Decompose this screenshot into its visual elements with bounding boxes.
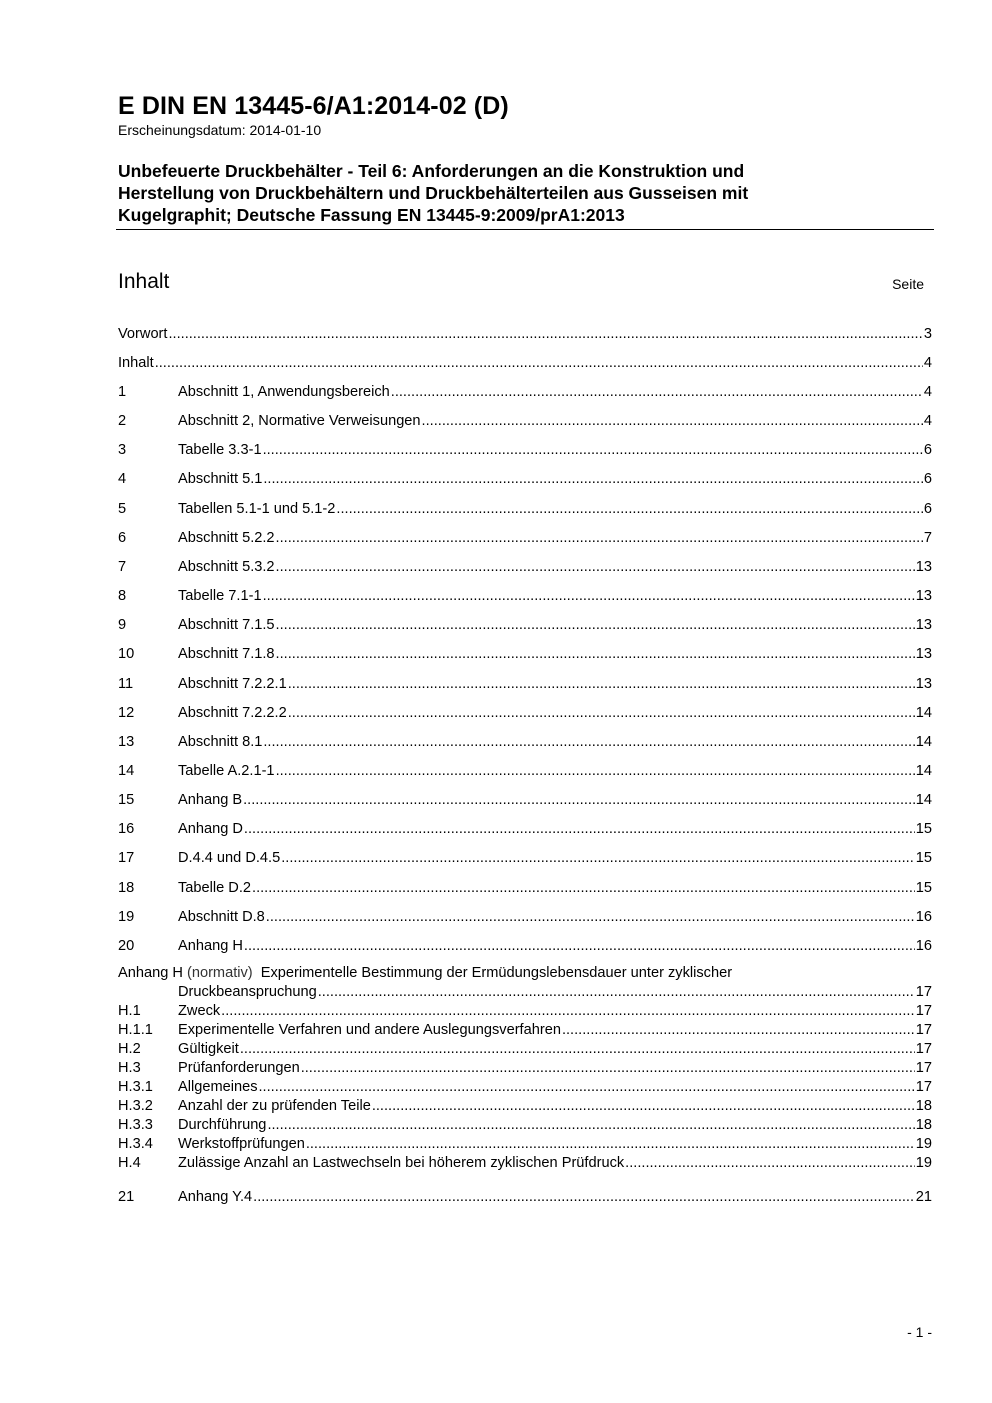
- toc-entry-title: Durchführung: [178, 1117, 267, 1133]
- toc-dot-leader: [288, 675, 915, 693]
- toc-dot-leader: [244, 937, 915, 955]
- toc-entry-title: Abschnitt 5.1: [178, 471, 263, 488]
- subtitle-line: Herstellung von Druckbehältern und Druckbehälterteilen aus Gusseisen mit: [118, 183, 749, 203]
- toc-entry-title: Experimentelle Verfahren und andere Auslegungsverfahren: [178, 1022, 561, 1038]
- annex-h-heading-cont[interactable]: [118, 983, 932, 1002]
- subtitle-divider: [116, 229, 934, 230]
- toc-dot-leader: [625, 1154, 915, 1173]
- toc-entry-title: Tabelle 3.3-1: [178, 442, 262, 459]
- toc-entry-number: H.1: [118, 1003, 141, 1019]
- toc-dot-leader: [318, 983, 915, 1002]
- document-subtitle: [118, 160, 934, 226]
- toc-entry-number: 16: [118, 821, 135, 838]
- toc-heading: Inhalt: [118, 270, 170, 293]
- toc-entry-page: 13: [915, 675, 932, 692]
- toc-entry-page: 14: [915, 733, 932, 750]
- toc-dot-leader: [259, 1078, 915, 1097]
- toc-dot-leader: [301, 1059, 915, 1078]
- toc-dot-leader: [253, 1188, 915, 1206]
- toc-dot-leader: [252, 879, 915, 897]
- toc-subentry-h-2[interactable]: [118, 1040, 932, 1059]
- toc-entry-page: 16: [915, 937, 932, 954]
- toc-entry-number: 17: [118, 850, 135, 867]
- toc-entry-page: 4: [923, 413, 932, 430]
- toc-entry-page: 13: [915, 588, 932, 605]
- toc-entry-page: 6: [923, 442, 932, 459]
- toc-entry-16[interactable]: [118, 820, 932, 838]
- toc-dot-leader: [168, 325, 922, 343]
- toc-entry-number: 4: [118, 471, 127, 488]
- annex-title-line2: Druckbeanspruchung: [178, 984, 317, 1000]
- toc-subentry-h-3-4[interactable]: [118, 1135, 932, 1154]
- toc-dot-leader: [221, 1002, 915, 1021]
- toc-entry-title: D.4.4 und D.4.5: [178, 850, 281, 867]
- toc-entry-page: 4: [923, 384, 932, 400]
- toc-entry-title: Anhang Y.4: [178, 1189, 253, 1205]
- toc-entry-number: 1: [118, 384, 127, 400]
- publication-date: Erscheinungsdatum: 2014-01-10: [118, 122, 322, 138]
- toc-entry-page: 13: [915, 646, 932, 663]
- toc-dot-leader: [372, 1097, 915, 1116]
- toc-entry-page: 4: [923, 355, 932, 371]
- toc-entry-page: 13: [915, 617, 932, 634]
- toc-entry-title: Werkstoffprüfungen: [178, 1136, 305, 1152]
- toc-entry-12[interactable]: [118, 704, 932, 722]
- toc-entry-title: Anzahl der zu prüfenden Teile: [178, 1098, 371, 1114]
- toc-entry-3[interactable]: [118, 441, 932, 459]
- toc-entry-2[interactable]: [118, 412, 932, 430]
- toc-entry-number: 15: [118, 792, 135, 809]
- subtitle-line: Kugelgraphit; Deutsche Fassung EN 13445-9:2009/prA1:2013: [118, 205, 625, 225]
- toc-entry-title: Vorwort: [118, 326, 168, 342]
- subtitle-line: Unbefeuerte Druckbehälter - Teil 6: Anforderungen an die Konstruktion und: [118, 161, 745, 181]
- toc-entry-17[interactable]: [118, 849, 932, 867]
- toc-entry-number: H.2: [118, 1041, 141, 1057]
- toc-dot-leader: [263, 587, 915, 605]
- toc-dot-leader: [391, 383, 923, 401]
- toc-dot-leader: [263, 733, 914, 751]
- toc-entry-19[interactable]: [118, 908, 932, 926]
- toc-entry-number: 14: [118, 762, 135, 779]
- toc-entry-number: 5: [118, 500, 127, 517]
- toc-entry-page: 6: [923, 471, 932, 488]
- toc-entry-page: 17: [915, 1022, 932, 1038]
- toc-entry-number: H.3: [118, 1060, 141, 1076]
- toc-entry-page: 13: [915, 558, 932, 575]
- toc-dot-leader: [276, 645, 915, 663]
- toc-entry-8[interactable]: [118, 587, 932, 605]
- toc-entry-title: Inhalt: [118, 355, 154, 371]
- toc-entry-title: Abschnitt 7.2.2.1: [178, 675, 287, 692]
- toc-entry-page: 18: [915, 1117, 932, 1133]
- toc-entry-4[interactable]: [118, 470, 932, 488]
- toc-entry-title: Tabelle A.2.1-1: [178, 762, 275, 779]
- toc-dot-leader: [562, 1021, 915, 1040]
- toc-entry-title: Tabellen 5.1-1 und 5.1-2: [178, 500, 336, 517]
- toc-entry-number: H.1.1: [118, 1022, 153, 1038]
- toc-subentry-h-3-3[interactable]: [118, 1116, 932, 1135]
- toc-entry-page: 15: [915, 821, 932, 838]
- toc-entry-page: 14: [915, 792, 932, 809]
- toc-dot-leader: [243, 791, 915, 809]
- toc-entry-page: 17: [915, 1041, 932, 1057]
- toc-entry-6[interactable]: [118, 529, 932, 547]
- page-number-footer: - 1 -: [907, 1324, 932, 1340]
- toc-entry-7[interactable]: [118, 558, 932, 576]
- toc-entry-title: Abschnitt 5.3.2: [178, 558, 275, 575]
- toc-dot-leader: [306, 1135, 915, 1154]
- toc-page-column-label: Seite: [892, 276, 924, 292]
- toc-entry-page: 6: [923, 500, 932, 517]
- toc-dot-leader: [336, 500, 922, 518]
- toc-subentry-h-4[interactable]: [118, 1154, 932, 1173]
- toc-entry-title: Abschnitt 5.2.2: [178, 529, 275, 546]
- toc-entry-number: 21: [118, 1189, 135, 1205]
- toc-entry-title: Abschnitt 7.1.8: [178, 646, 275, 663]
- toc-entry-page: 15: [915, 850, 932, 867]
- toc-entry-page: 14: [915, 704, 932, 721]
- toc-entry-9[interactable]: [118, 616, 932, 634]
- toc-entry-title: Anhang H: [178, 937, 243, 954]
- toc-entry-title: Abschnitt D.8: [178, 908, 265, 925]
- toc-dot-leader: [240, 1040, 915, 1059]
- toc-dot-leader: [281, 849, 915, 867]
- toc-entry-number: 2: [118, 413, 127, 430]
- toc-entry-page: 15: [915, 879, 932, 896]
- toc-subentry-h-1[interactable]: [118, 1002, 932, 1021]
- toc-entry-page: 7: [923, 529, 932, 546]
- toc-entry-18[interactable]: [118, 879, 932, 897]
- toc-entry-15[interactable]: [118, 791, 932, 809]
- toc-entry-title: Prüfanforderungen: [178, 1060, 300, 1076]
- toc-entry-title: Anhang B: [178, 792, 243, 809]
- toc-entry-page: 19: [915, 1155, 932, 1171]
- toc-entry-number: H.3.2: [118, 1098, 153, 1114]
- annex-label: Anhang H: [118, 965, 183, 981]
- toc-entry-inhalt[interactable]: [118, 354, 932, 372]
- toc-entry-number: 6: [118, 529, 127, 546]
- toc-entry-number: 9: [118, 617, 127, 634]
- toc-entry-14[interactable]: [118, 762, 932, 780]
- toc-entry-page: 17: [915, 984, 932, 1000]
- toc-entry-5[interactable]: [118, 500, 932, 518]
- toc-dot-leader: [155, 354, 923, 372]
- toc-entry-title: Abschnitt 8.1: [178, 733, 263, 750]
- annex-h-block: [118, 964, 932, 1173]
- toc-entry-page: 16: [915, 908, 932, 925]
- toc-entry-number: H.3.3: [118, 1117, 153, 1133]
- toc-dot-leader: [276, 529, 923, 547]
- toc-entry-page: 17: [915, 1079, 932, 1095]
- annex-h-heading[interactable]: [118, 964, 932, 983]
- toc-entry-title: Abschnitt 2, Normative Verweisungen: [178, 413, 421, 430]
- toc-entry-number: H.3.1: [118, 1079, 153, 1095]
- annex-title-line1: Experimentelle Bestimmung der Ermüdungslebensdauer unter zyklischer: [260, 965, 733, 981]
- toc-entry-page: 17: [915, 1060, 932, 1076]
- toc-entry-page: 17: [915, 1003, 932, 1019]
- toc-entry-title: Abschnitt 7.1.5: [178, 617, 275, 634]
- toc-dot-leader: [276, 762, 915, 780]
- toc-entry-1[interactable]: [118, 383, 932, 401]
- toc-dot-leader: [263, 470, 923, 488]
- toc-entry-title: Zulässige Anzahl an Lastwechseln bei höherem zyklischen Prüfdruck: [178, 1155, 625, 1171]
- toc-entry-title: Tabelle 7.1-1: [178, 588, 262, 605]
- toc-entry-title: Tabelle D.2: [178, 879, 252, 896]
- toc-entry-21[interactable]: [118, 1188, 932, 1206]
- toc-subentry-h-3-1[interactable]: [118, 1078, 932, 1097]
- toc-entry-title: Anhang D: [178, 821, 243, 838]
- toc-entry-number: 8: [118, 588, 127, 605]
- toc-entry-title: Zweck: [178, 1003, 221, 1019]
- toc-entry-number: 10: [118, 646, 135, 663]
- toc-dot-leader: [244, 820, 915, 838]
- toc-dot-leader: [263, 441, 923, 459]
- toc-entry-number: H.4: [118, 1155, 141, 1171]
- toc-entry-page: 19: [915, 1136, 932, 1152]
- toc-entry-10[interactable]: [118, 645, 932, 663]
- toc-entry-20[interactable]: [118, 937, 932, 955]
- toc-entry-11[interactable]: [118, 675, 932, 693]
- toc-dot-leader: [276, 616, 915, 634]
- toc-dot-leader: [288, 704, 915, 722]
- toc-entry-number: 19: [118, 908, 135, 925]
- toc-entry-number: 13: [118, 733, 135, 750]
- toc-entry-title: Abschnitt 1, Anwendungsbereich: [178, 384, 390, 400]
- toc-entry-title: Allgemeines: [178, 1079, 258, 1095]
- toc-entry-page: 18: [915, 1098, 932, 1114]
- toc-entry-title: Gültigkeit: [178, 1041, 239, 1057]
- toc-dot-leader: [266, 908, 915, 926]
- toc-entry-title: Abschnitt 7.2.2.2: [178, 704, 287, 721]
- toc-entry-page: 21: [915, 1189, 932, 1205]
- toc-entry-number: 7: [118, 558, 127, 575]
- toc-subentry-h-3[interactable]: [118, 1059, 932, 1078]
- toc-dot-leader: [267, 1116, 914, 1135]
- toc-subentry-h-3-2[interactable]: [118, 1097, 932, 1116]
- toc-entry-number: H.3.4: [118, 1136, 153, 1152]
- toc-entry-number: 3: [118, 442, 127, 459]
- toc-dot-leader: [422, 412, 923, 430]
- toc-entry-13[interactable]: [118, 733, 932, 751]
- document-title: E DIN EN 13445-6/A1:2014-02 (D): [118, 92, 509, 120]
- toc-entry-number: 12: [118, 704, 135, 721]
- toc-entry-number: 20: [118, 937, 135, 954]
- annex-qualifier: (normativ): [186, 965, 253, 981]
- toc-entry-page: 3: [923, 326, 932, 342]
- toc-dot-leader: [276, 558, 915, 576]
- toc-subentry-h-1-1[interactable]: [118, 1021, 932, 1040]
- toc-entry-page: 14: [915, 762, 932, 779]
- toc-entry-number: 18: [118, 879, 135, 896]
- toc-entry-vorwort[interactable]: [118, 325, 932, 343]
- toc-entry-number: 11: [118, 675, 134, 692]
